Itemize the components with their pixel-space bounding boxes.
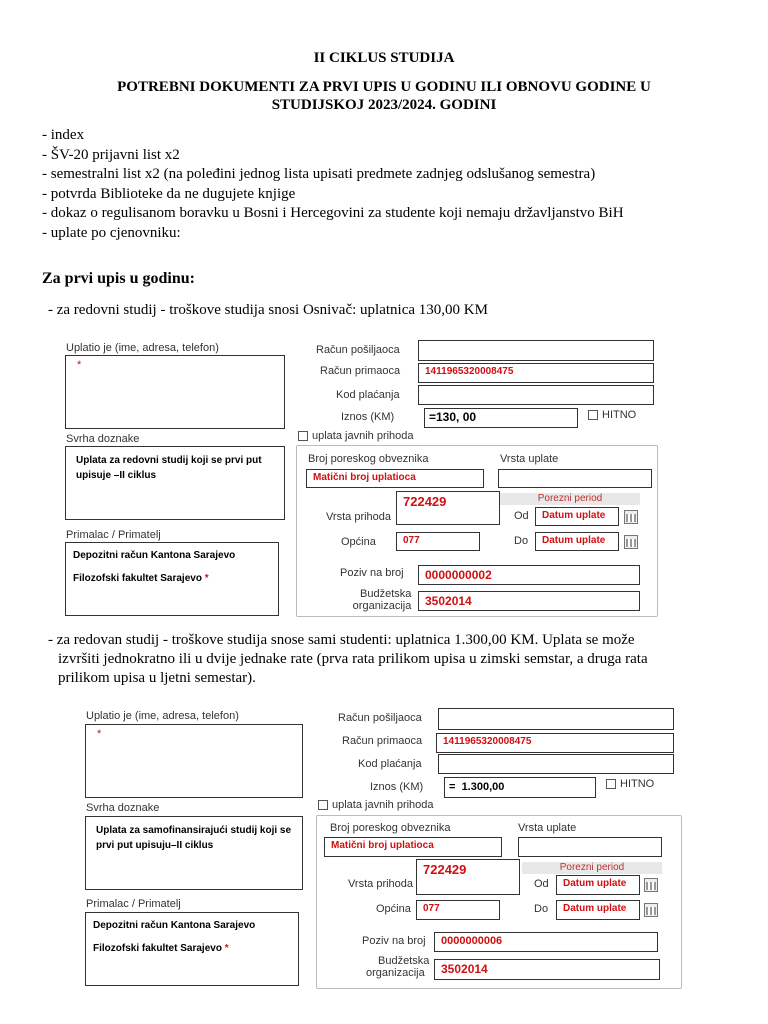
period-to-label: Do	[534, 903, 549, 915]
self-note-line3: prilikom upisa u ljetni semestar).	[58, 670, 256, 686]
required-marker: *	[77, 359, 82, 371]
municipality-field[interactable]: 077	[396, 532, 480, 551]
payment-code-field[interactable]	[438, 754, 674, 774]
tax-period-label: Porezni period	[500, 493, 640, 505]
budget-org-label-line2: organizacija	[352, 600, 412, 612]
payment-type-field[interactable]	[518, 837, 662, 857]
revenue-type-field[interactable]: 722429	[416, 859, 520, 895]
tax-number-field[interactable]: Matični broj uplatioca	[306, 469, 484, 488]
recipient-line1: Depozitni račun Kantona Sarajevo	[73, 550, 236, 561]
page-title	[0, 78, 768, 114]
public-revenue-checkbox[interactable]	[318, 800, 328, 810]
regular-study-note: - za redovni studij - troškove studija snosi Osnivač: uplatnica 130,00 KM	[48, 302, 488, 318]
required-marker: *	[97, 728, 102, 740]
purpose-value: Uplata za redovni studij koji se prvi put upisuje –II ciklus	[76, 455, 262, 481]
payment-code-label: Kod plaćanja	[358, 758, 422, 770]
payment-type-field[interactable]	[498, 469, 652, 488]
urgent-checkbox[interactable]	[588, 410, 598, 420]
budget-org-field[interactable]: 3502014	[418, 591, 640, 611]
reference-field[interactable]: 0000000002	[418, 565, 640, 585]
self-financed-note	[48, 631, 748, 688]
list-item: - uplate po cjenovniku:	[42, 224, 624, 244]
period-from-label: Od	[514, 510, 529, 522]
public-revenue-label: uplata javnih prihoda	[332, 799, 434, 811]
municipality-label: Općina	[376, 903, 411, 915]
payment-type-label: Vrsta uplate	[500, 453, 559, 465]
sender-account-field[interactable]	[418, 340, 654, 361]
municipality-label: Općina	[341, 536, 376, 548]
payment-type-label: Vrsta uplate	[518, 822, 577, 834]
purpose-label: Svrha doznake	[86, 802, 160, 814]
sender-account-label: Račun pošiljaoca	[316, 344, 400, 356]
list-item: - dokaz o regulisanom boravku u Bosni i Hercegovini za studente koji nemaju državljanstvo BiH	[42, 204, 624, 224]
budget-org-label-line1: Budžetska	[378, 955, 430, 967]
calendar-icon[interactable]	[644, 878, 658, 892]
payment-code-label: Kod plaćanja	[336, 389, 400, 401]
list-item: - semestralni list x2 (na poleđini jednog lista upisati predmete zadnjeg odslušanog semestra)	[42, 165, 624, 185]
urgent-label: HITNO	[620, 778, 655, 790]
amount-value: 1.300,00	[461, 781, 505, 793]
self-note-line1: - za redovan studij - troškove studija snose sami studenti: uplatnica 1.300,00 KM. Uplata se može	[48, 632, 635, 648]
recipient-account-field[interactable]: 1411965320008475	[418, 363, 654, 383]
recipient-label: Primalac / Primatelj	[66, 529, 161, 541]
urgent-label: HITNO	[602, 409, 637, 421]
period-to-field[interactable]: Datum uplate	[556, 900, 640, 920]
public-revenue-label: uplata javnih prihoda	[312, 430, 414, 442]
calendar-icon[interactable]	[624, 510, 638, 524]
recipient-account-field[interactable]: 1411965320008475	[436, 733, 674, 753]
self-note-line2: izvršiti jednokratno ili u dvije jednake rate (prva rata prilikom upisa u zimski semstar, a druga rata	[58, 651, 648, 667]
recipient-label: Primalac / Primatelj	[86, 898, 181, 910]
purpose-field[interactable]	[65, 446, 285, 520]
period-from-field[interactable]: Datum uplate	[556, 875, 640, 895]
tax-period-label: Porezni period	[522, 862, 662, 874]
urgent-checkbox[interactable]	[606, 779, 616, 789]
recipient-line2: Filozofski fakultet Sarajevo *	[93, 943, 229, 954]
budget-org-label-line2: organizacija	[366, 967, 425, 979]
first-enrollment-heading: Za prvi upis u godinu:	[42, 270, 195, 287]
list-item: - ŠV-20 prijavni list x2	[42, 146, 624, 166]
recipient-field[interactable]	[65, 542, 279, 616]
amount-label: Iznos (KM)	[341, 411, 395, 423]
purpose-field[interactable]	[85, 816, 303, 890]
page-title-line2: STUDIJSKOJ 2023/2024. GODINI	[271, 97, 497, 113]
recipient-line2: Filozofski fakultet Sarajevo *	[73, 573, 209, 584]
calendar-icon[interactable]	[644, 903, 658, 917]
amount-field[interactable]: =130, 00	[424, 408, 578, 428]
list-item: - index	[42, 126, 624, 146]
amount-equals: =	[449, 781, 456, 793]
recipient-account-label: Račun primaoca	[342, 735, 423, 747]
payment-slip-self-financed	[78, 705, 682, 989]
period-to-label: Do	[514, 535, 529, 547]
period-to-field[interactable]: Datum uplate	[535, 532, 619, 551]
page-title-line1: POTREBNI DOKUMENTI ZA PRVI UPIS U GODINU ILI OBNOVU GODINE U	[117, 79, 651, 95]
purpose-value: Uplata za samofinansirajući studij koji se prvi put upisuju–II ciklus	[96, 825, 292, 851]
tax-number-label: Broj poreskog obveznika	[330, 822, 451, 834]
recipient-account-label: Račun primaoca	[320, 365, 401, 377]
payer-label: Uplatio je (ime, adresa, telefon)	[86, 710, 239, 722]
sender-account-field[interactable]	[438, 708, 674, 730]
cycle-heading: II CIKLUS STUDIJA	[313, 50, 455, 66]
revenue-type-label: Vrsta prihoda	[326, 511, 392, 523]
tax-number-field[interactable]: Matični broj uplatioca	[324, 837, 502, 857]
payer-label: Uplatio je (ime, adresa, telefon)	[66, 342, 219, 354]
period-from-field[interactable]: Datum uplate	[535, 507, 619, 526]
public-revenue-checkbox[interactable]	[298, 431, 308, 441]
tax-number-label: Broj poreskog obveznika	[308, 453, 429, 465]
budget-org-field[interactable]: 3502014	[434, 959, 660, 980]
budget-org-label	[348, 588, 411, 612]
payment-slip-regular	[58, 338, 662, 618]
revenue-type-label: Vrsta prihoda	[348, 878, 414, 890]
payer-field[interactable]	[85, 724, 303, 798]
calendar-icon[interactable]	[624, 535, 638, 549]
list-item: - potvrda Biblioteke da ne dugujete knjige	[42, 185, 624, 205]
municipality-field[interactable]: 077	[416, 900, 500, 920]
period-from-label: Od	[534, 878, 549, 890]
payment-code-field[interactable]	[418, 385, 654, 405]
required-documents-list	[42, 126, 624, 243]
recipient-line1: Depozitni račun Kantona Sarajevo	[93, 920, 256, 931]
reference-label: Poziv na broj	[340, 567, 404, 579]
budget-org-label	[366, 955, 429, 979]
recipient-field[interactable]	[85, 912, 299, 986]
sender-account-label: Račun pošiljaoca	[338, 712, 422, 724]
revenue-type-field[interactable]: 722429	[396, 491, 500, 525]
amount-field[interactable]	[444, 777, 596, 798]
reference-field[interactable]: 0000000006	[434, 932, 658, 952]
budget-org-label-line1: Budžetska	[360, 588, 412, 600]
purpose-label: Svrha doznake	[66, 433, 140, 445]
payer-field[interactable]	[65, 355, 285, 429]
amount-label: Iznos (KM)	[370, 781, 424, 793]
reference-label: Poziv na broj	[362, 935, 426, 947]
